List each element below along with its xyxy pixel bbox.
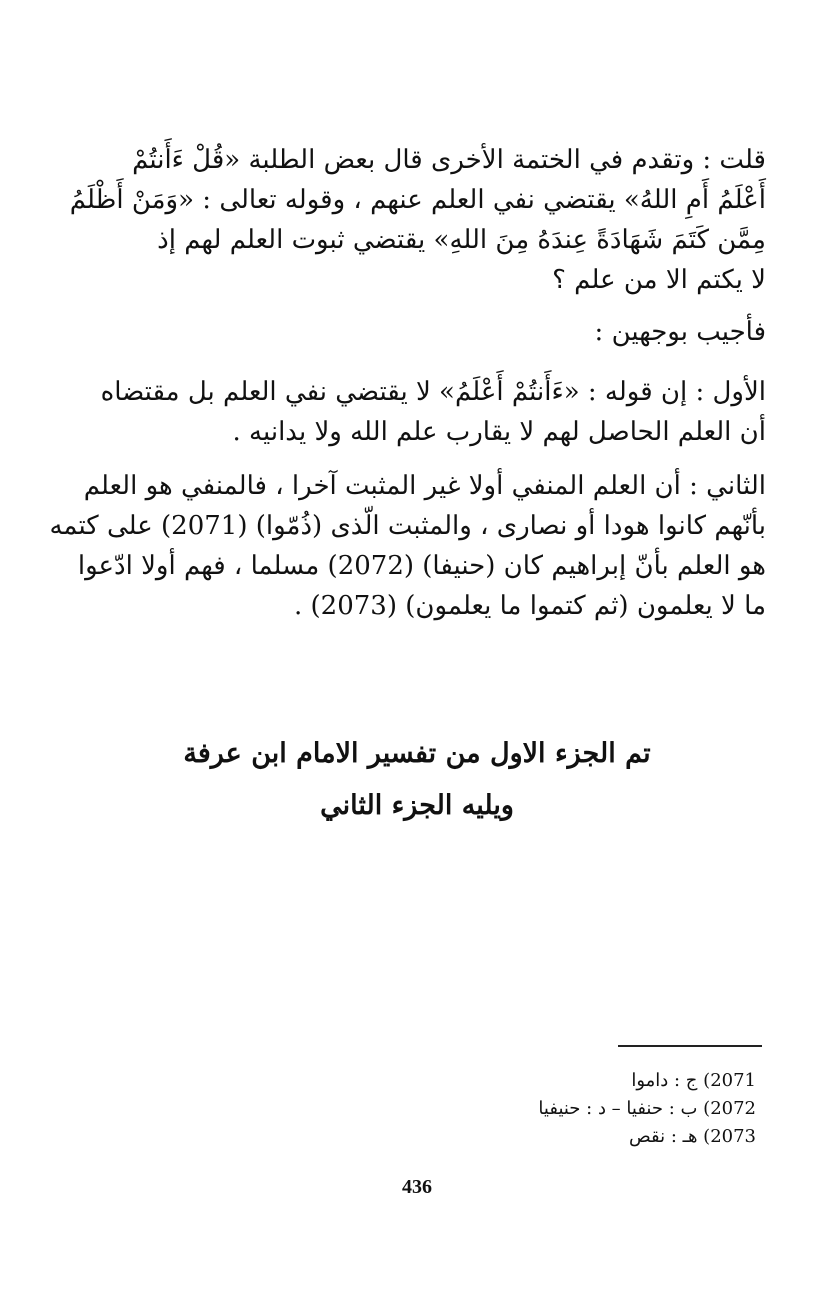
page-number: 436	[402, 1176, 432, 1198]
closing-subtitle: ويليه الجزء الثاني	[320, 790, 514, 821]
text-line: أن العلم الحاصل لهم لا يقارب علم الله ولا يدانيه .	[232, 417, 766, 447]
text-line: الثاني : أن العلم المنفي أولا غير المثبت آخرا ، فالمنفي هو العلم	[83, 471, 766, 501]
text-line: أَعْلَمُ أَمِ اللهُ» يقتضي نفي العلم عنهم ، وقوله تعالى : «وَمَنْ أَظْلَمُ	[69, 185, 766, 215]
text-line: فأجيب بوجهين :	[594, 317, 766, 347]
paragraph-answer-intro	[96, 312, 766, 352]
text-line: بأنّهم كانوا هودا أو نصارى ، والمثبت الّذى (ذُمّوا) (2071) على كتمه	[49, 511, 766, 541]
text-line: مِمَّن كَتَمَ شَهَادَةً عِندَهُ مِنَ اللهِ» يقتضي ثبوت العلم لهم إذ	[157, 225, 766, 255]
closing-title: تم الجزء الاول من تفسير الامام ابن عرفة	[183, 738, 651, 769]
footnote-2073: 2073) هـ : نقص	[629, 1126, 756, 1147]
text-line: قلت : وتقدم في الختمة الأخرى قال بعض الطلبة «قُلْ ءَأَنتُمْ	[132, 145, 766, 175]
text-line: ما لا يعلمون (ثم كتموا ما يعلمون) (2073) .	[293, 591, 766, 621]
footnote-2072: 2072) ب : حنفيا – د : حنيفيا	[538, 1098, 756, 1119]
footnote-divider	[618, 1045, 762, 1047]
text-line: الأول : إن قوله : «ءَأَنتُمْ أَعْلَمُ» لا يقتضي نفي العلم بل مقتضاه	[100, 377, 766, 407]
paragraph-first-answer	[96, 372, 766, 452]
paragraph-question	[69, 140, 766, 300]
paragraph-second-answer	[49, 466, 766, 626]
text-line: هو العلم بأنّ إبراهيم كان (حنيفا) (2072) مسلما ، فهم أولا ادّعوا	[77, 551, 766, 581]
text-line: لا يكتم الا من علم ؟	[552, 265, 766, 295]
footnote-2071: 2071) ج : داموا	[631, 1070, 756, 1091]
